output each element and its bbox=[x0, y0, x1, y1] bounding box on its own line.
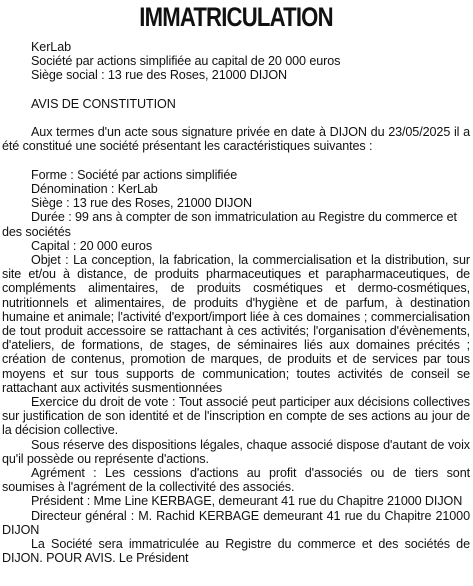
company-form-capital: Société par actions simplifiée au capital de 20 000 euros bbox=[31, 54, 341, 69]
spacer bbox=[2, 111, 470, 125]
detail-president: Président : Mme Line KERBAGE, demeurant 41 rue du Chapitre 21000 DIJON bbox=[31, 494, 463, 509]
detail-denomination: Dénomination : KerLab bbox=[31, 181, 158, 196]
notice-type: AVIS DE CONSTITUTION bbox=[31, 96, 176, 111]
company-name: KerLab bbox=[31, 40, 72, 54]
spacer bbox=[2, 154, 470, 168]
detail-reserve: Sous réserve des dispositions légales, chaque associé dispose d'autant de voix qu'il possède ou représente d'actions. bbox=[2, 437, 470, 466]
detail-siege: Siège : 13 rue des Roses, 21000 DIJON bbox=[31, 196, 253, 211]
spacer bbox=[2, 83, 470, 97]
detail-forme: Forme : Société par actions simplifiée bbox=[31, 167, 238, 182]
intro-paragraph: Aux termes d'un acte sous signature privée en date à DIJON du 23/05/2025 il a été constitué une société présentant les caractéristiques suivantes : bbox=[2, 125, 470, 154]
detail-duree: Durée : 99 ans à compter de son immatriculation au Registre du commerce et des sociétés bbox=[2, 210, 457, 239]
detail-agrement: Agrément : Les cessions d'actions au profit d'associés ou de tiers sont soumises à l'agrément de la collectivité des associés. bbox=[2, 466, 470, 495]
detail-directeur: Directeur général : M. Rachid KERBAGE demeurant 41 rue du Chapitre 21000 DIJON bbox=[2, 508, 470, 537]
company-seat: Siège social : 13 rue des Roses, 21000 DIJON bbox=[31, 68, 288, 83]
detail-closing: La Société sera immatriculée au Registre du commerce et des sociétés de DIJON. POUR AVIS. Le Président bbox=[2, 537, 470, 566]
detail-vote: Exercice du droit de vote : Tout associé peut participer aux décisions collectives sur justification de son identité et de l'inscription en compte de ses actions au jour de la décision collective. bbox=[2, 395, 470, 438]
detail-capital: Capital : 20 000 euros bbox=[31, 238, 153, 253]
detail-objet: Objet : La conception, la fabrication, la commercialisation et la distribution, sur site et/ou à distance, de produits pharmaceutiques et parapharmaceutiques, de compléments alimentaires, de produits cosmétiques et dermo-cosmétiques, nutritionnels et alimentaires, de produits d'hygiène et de parfum, à destination humaine et animale; l'activité d'export/import liée à ces domaines ; commercialisation de tout produit accessoire se rattachant à ces activités; l'organisation d'évènements, d'ateliers, de formations, de stages, de séminaires liés aux domaines précités ; création de contenus, promotion de marques, de produits et de services par tous moyens et sur tous supports de communication; toutes activités de conseil se rattachant aux activités susmentionnées bbox=[2, 253, 470, 395]
notice-title: IMMATRICULATION bbox=[139, 2, 333, 32]
